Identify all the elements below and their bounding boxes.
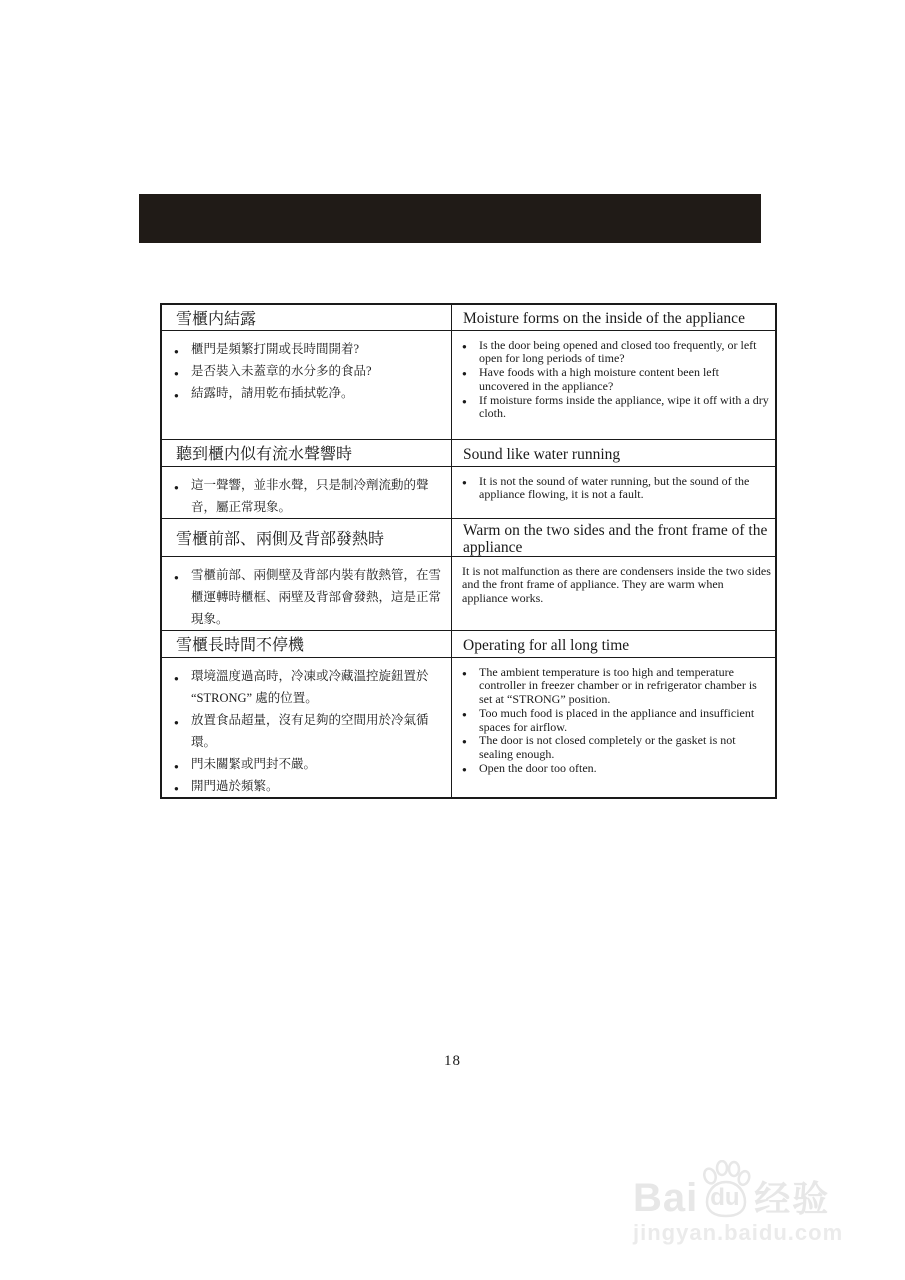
table-row (161, 518, 776, 556)
redacted-header-bar (139, 194, 761, 243)
symptom-header-zh-long-running: 雪櫃長時間不停機 (161, 630, 452, 657)
symptom-header-en-moisture: Moisture forms on the inside of the appliance (452, 304, 777, 330)
list-item: ● Is the door being opened and closed too frequently, or left open for long periods of time? (462, 339, 771, 367)
list-item: ● Open the door too often. (462, 762, 771, 776)
symptom-body-en-long-running (452, 657, 777, 798)
symptom-header-en-warm-sides: Warm on the two sides and the front frame of the appliance (452, 518, 777, 556)
baidu-paw-icon (700, 1160, 752, 1218)
table-row (161, 556, 776, 630)
list-item: ● 放置食品超量，沒有足夠的空間用於冷氣循環。 (174, 709, 446, 753)
table-row (161, 630, 776, 657)
symptom-body-zh-water-sound (161, 466, 452, 518)
watermark-brand-text: Bai (633, 1176, 699, 1220)
table-row (161, 330, 776, 439)
baidu-jingyan-watermark (633, 1160, 868, 1245)
list-item: ● 這一聲響，並非水聲，只是制冷劑流動的聲音，屬正常現象。 (174, 474, 446, 518)
symptom-header-zh-warm-sides: 雪櫃前部、兩側及背部發熱時 (161, 518, 452, 556)
symptom-header-en-water-sound: Sound like water running (452, 439, 777, 466)
list-item: ● 雪櫃前部、兩側壁及背部内裝有散熱管，在雪櫃運轉時櫃框、兩壁及背部會發熱，這是正常現象。 (174, 564, 446, 630)
list-item: ● 結露時，請用乾布插拭乾净。 (174, 382, 446, 404)
watermark-url: jingyan.baidu.com (633, 1220, 844, 1245)
table-row (161, 304, 776, 330)
watermark-logo (633, 1160, 868, 1218)
page-number: 18 (444, 1053, 461, 1069)
list-item: ● 環境溫度過高時，冷凍或冷藏溫控旋鈕置於 “STRONG” 處的位置。 (174, 665, 446, 709)
table-row (161, 657, 776, 798)
symptom-header-en-long-running: Operating for all long time (452, 630, 777, 657)
list-item: ● It is not the sound of water running, but the sound of the appliance flowing, it is not a fault. (462, 475, 771, 503)
symptom-body-en-warm-sides (452, 556, 777, 630)
symptom-body-zh-long-running (161, 657, 452, 798)
troubleshooting-table (160, 303, 777, 799)
list-item: ● The door is not closed completely or the gasket is not sealing enough. (462, 734, 771, 762)
list-item: ● 櫃門是頻繁打開或長時間開着? (174, 338, 446, 360)
watermark-brand-text: du (710, 1184, 740, 1211)
symptom-body-en-moisture (452, 330, 777, 439)
paragraph: It is not malfunction as there are condensers inside the two sides and the front frame of appliance. They are warm when appliance works. (462, 563, 771, 606)
list-item: ● Have foods with a high moisture content been left uncovered in the appliance? (462, 366, 771, 394)
table-row (161, 466, 776, 518)
list-item: ● 門未關緊或門封不嚴。 (174, 753, 446, 775)
symptom-header-zh-water-sound: 聽到櫃内似有流水聲響時 (161, 439, 452, 466)
watermark-suffix-text: 经验 (754, 1178, 831, 1219)
list-item: ● 是否裝入未蓋章的水分多的食品? (174, 360, 446, 382)
list-item: ● The ambient temperature is too high and temperature controller in freezer chamber or in refrigerator chamber is set at “STRONG” position. (462, 666, 771, 707)
list-item: ● If moisture forms inside the appliance, wipe it off with a dry cloth. (462, 394, 771, 422)
symptom-body-en-water-sound (452, 466, 777, 518)
list-item: ● 開門過於頻繁。 (174, 775, 446, 797)
table-row (161, 439, 776, 466)
symptom-body-zh-moisture (161, 330, 452, 439)
symptom-body-zh-warm-sides (161, 556, 452, 630)
symptom-header-zh-moisture: 雪櫃内結露 (161, 304, 452, 330)
list-item: ● Too much food is placed in the appliance and insufficient spaces for airflow. (462, 707, 771, 735)
